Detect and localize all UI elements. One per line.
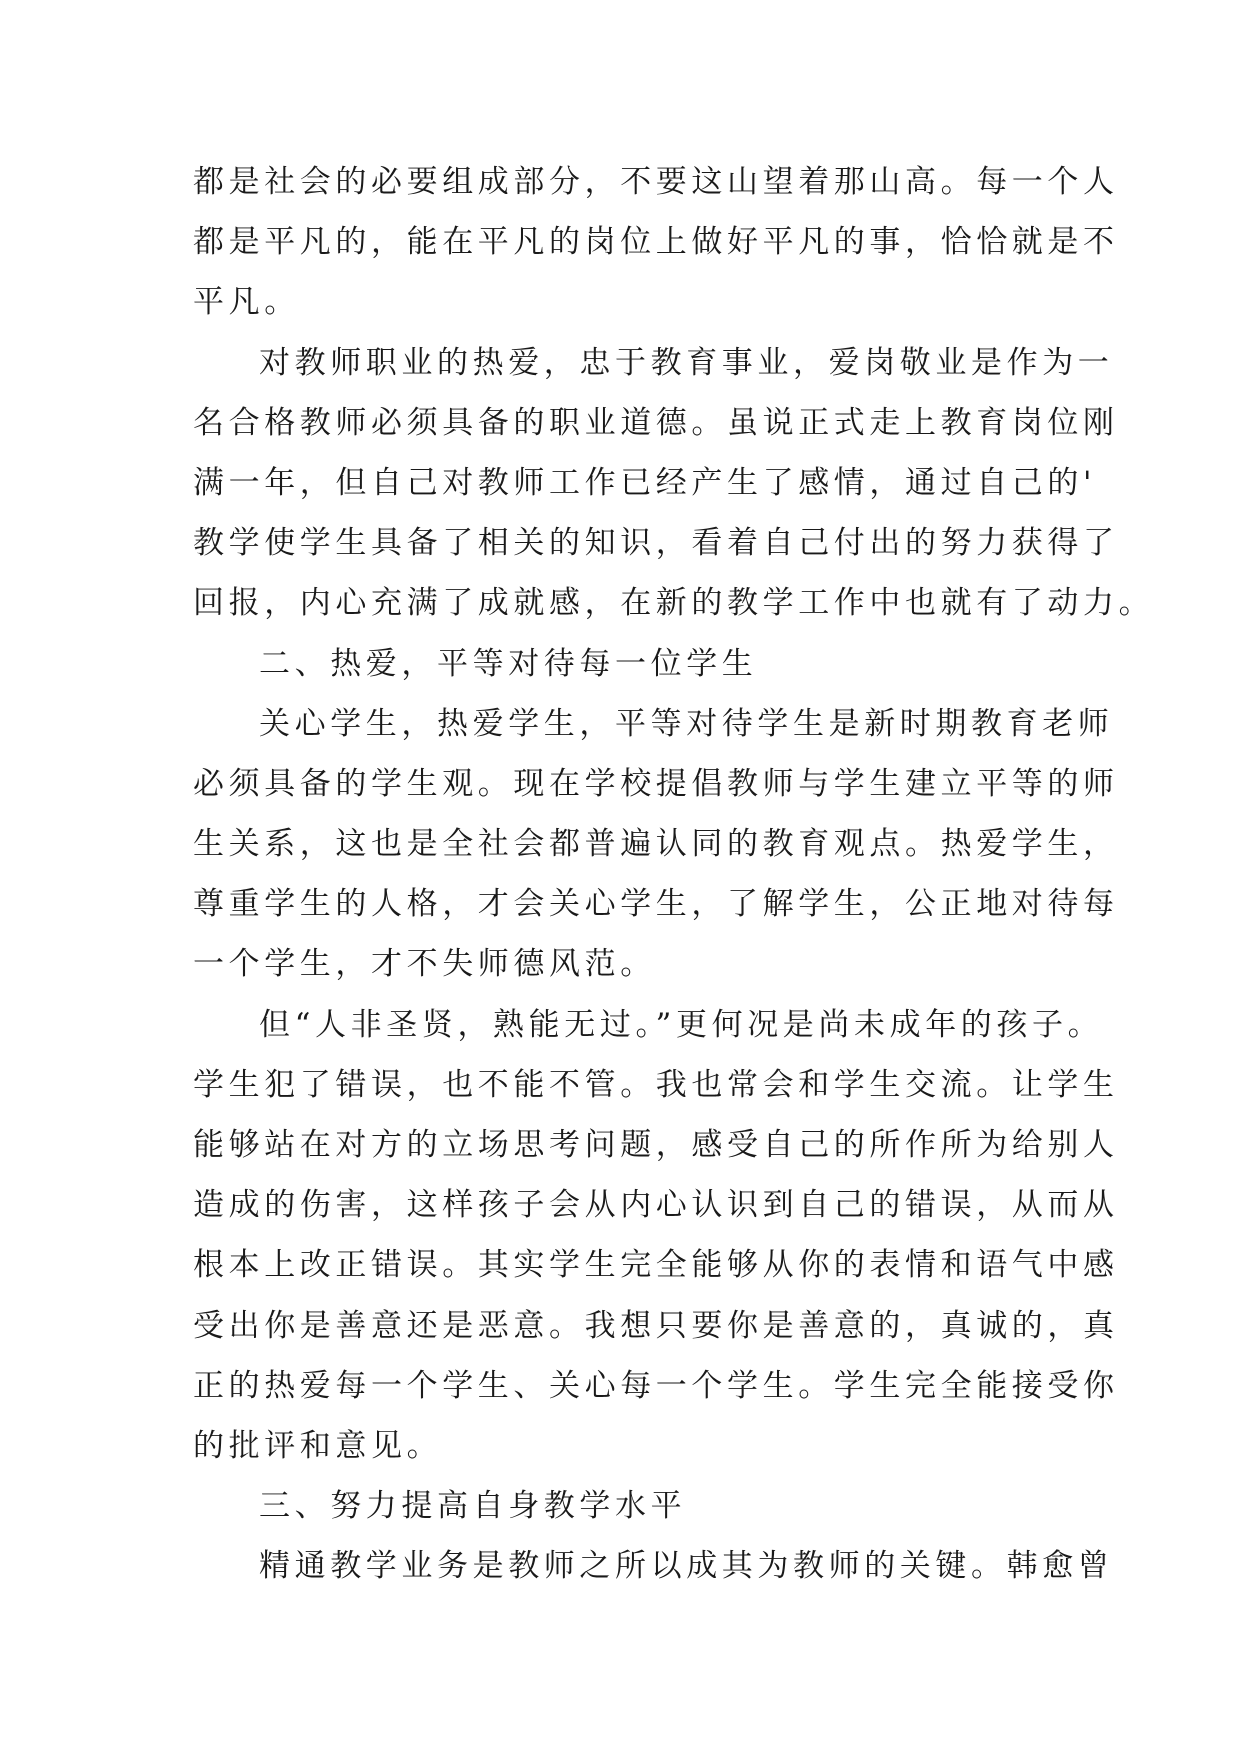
text-line: 能够站在对方的立场思考问题，感受自己的所作所为给别人	[193, 1127, 1119, 1163]
document-body	[193, 152, 1155, 1597]
section-heading: 二、热爱，平等对待每一位学生	[259, 645, 758, 682]
text-line: 尊重学生的人格，才会关心学生，了解学生，公正地对待每	[193, 886, 1119, 923]
paragraph-start-line: 但“人非圣贤，熟能无过。”更何况是尚未成年的孩子。	[259, 1006, 1104, 1043]
paragraph-start-line: 关心学生，热爱学生，平等对待学生是新时期教育老师	[259, 705, 1114, 742]
text-line: 教学使学生具备了相关的知识，看着自己付出的努力获得了	[193, 525, 1119, 562]
text-line: 满一年，但自己对教师工作已经产生了感情，通过自己的'	[193, 464, 1097, 501]
section-heading: 三、努力提高自身教学水平	[259, 1488, 687, 1525]
text-line: 都是平凡的，能在平凡的岗位上做好平凡的事，恰恰就是不	[193, 224, 1119, 261]
text-line: 受出你是善意还是恶意。我想只要你是善意的，真诚的，真	[193, 1307, 1119, 1344]
text-line: 平凡。	[193, 284, 300, 321]
text-line: 正的热爱每一个学生、关心每一个学生。学生完全能接受你	[193, 1367, 1119, 1404]
text-line: 一个学生，才不失师德风范。	[193, 946, 656, 983]
text-line: 回报，内心充满了成就感，在新的教学工作中也就有了动力。	[193, 585, 1155, 622]
text-line: 学生犯了错误，也不能不管。我也常会和学生交流。让学生	[193, 1066, 1119, 1103]
text-line: 根本上改正错误。其实学生完全能够从你的表情和语气中感	[193, 1247, 1119, 1284]
text-line: 名合格教师必须具备的职业道德。虽说正式走上教育岗位刚	[193, 404, 1119, 441]
text-line: 生关系，这也是全社会都普遍认同的教育观点。热爱学生，	[193, 826, 1119, 863]
text-line: 必须具备的学生观。现在学校提倡教师与学生建立平等的师	[193, 765, 1119, 802]
text-line: 的批评和意见。	[193, 1427, 443, 1464]
text-line: 都是社会的必要组成部分，不要这山望着那山高。每一个人	[193, 164, 1119, 200]
paragraph-start-line: 对教师职业的热爱，忠于教育事业，爱岗敬业是作为一	[259, 344, 1114, 381]
text-line: 造成的伤害，这样孩子会从内心认识到自己的错误，从而从	[193, 1187, 1119, 1224]
paragraph-start-line: 精通教学业务是教师之所以成其为教师的关键。韩愈曾	[259, 1548, 1114, 1585]
